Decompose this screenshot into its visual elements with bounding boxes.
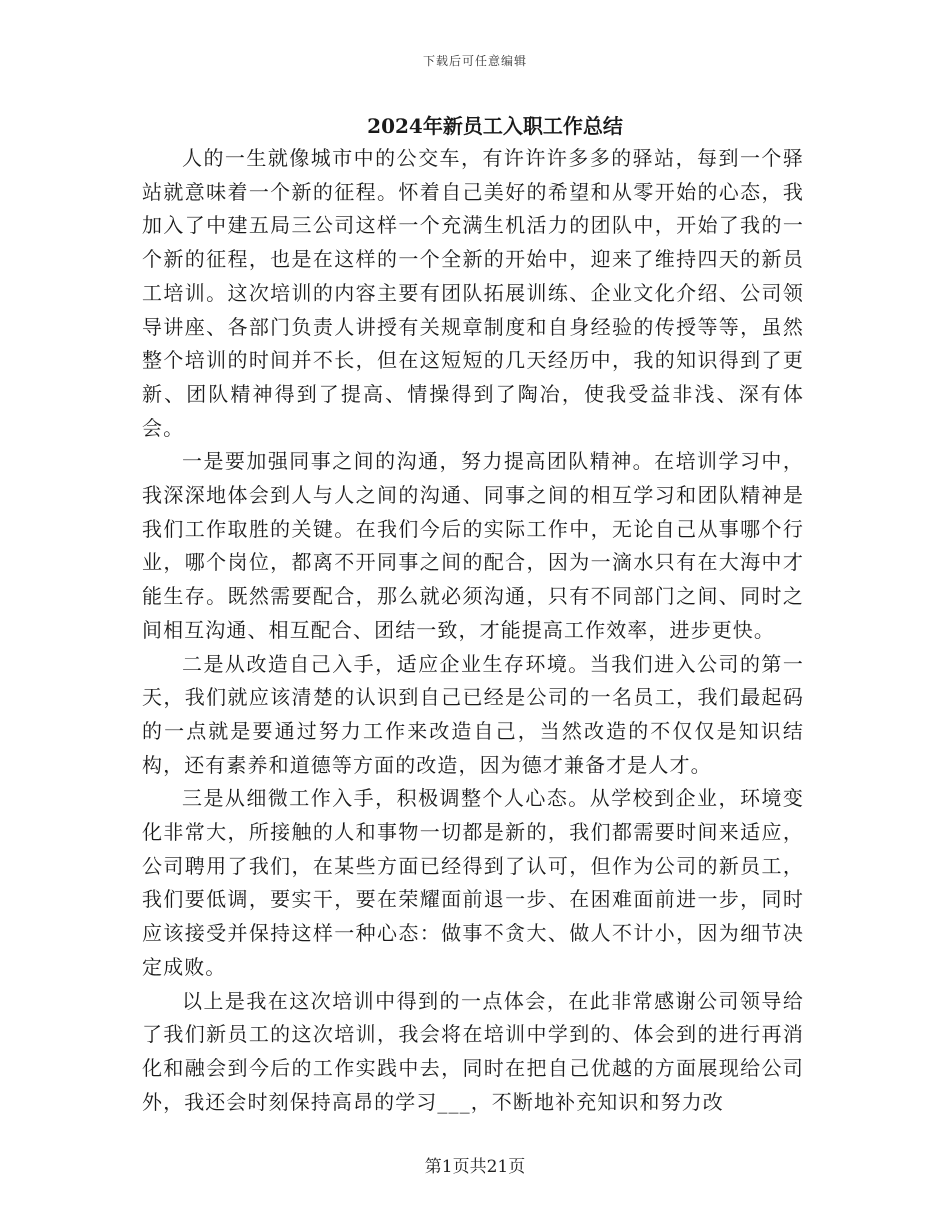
page-number: 第1页共21页 [424, 1157, 526, 1177]
document-title: 2024年新员工入职工作总结 [367, 114, 623, 138]
paragraph-point-three: 三是从细微工作入手，积极调整个人心态。从学校到企业，环境变化非常大，所接触的人和事物一切都是新的，我们都需要时间来适应，公司聘用了我们，在某些方面已经得到了认可，但作为公司的新员工，我们要低调，要实干，要在荣耀面前退一步、在困难面前进一步，同时应该接受并保持这样一种心态：做事不贪大、做人不计小，因为细节决定成败。 [142, 786, 804, 979]
paragraph-point-two: 二是从改造自己入手，适应企业生存环境。当我们进入公司的第一天，我们就应该清楚的认识到自己已经是公司的一名员工，我们最起码的一点就是要通过努力工作来改造自己，当然改造的不仅仅是知识结构，还有素养和道德等方面的改造，因为德才兼备才是人才。 [142, 651, 804, 777]
paragraph-conclusion: 以上是我在这次培训中得到的一点体会，在此非常感谢公司领导给了我们新员工的这次培训，我会将在培训中学到的、体会到的进行再消化和融会到今后的工作实践中去，同时在把自己优越的方面展现给公司外，我还会时刻保持高昂的学习___，不断地补充知识和努力改 [142, 988, 804, 1114]
header-note: 下载后可任意编辑 [422, 54, 527, 68]
paragraph-intro: 人的一生就像城市中的公交车，有许许许多多的驿站，每到一个驿站就意味着一个新的征程。怀着自己美好的希望和从零开始的心态，我加入了中建五局三公司这样一个充满生机活力的团队中，开始了我的一个新的征程，也是在这样的一个全新的开始中，迎来了维持四天的新员工培训。这次培训的内容主要有团队拓展训练、企业文化介绍、公司领导讲座、各部门负责人讲授有关规章制度和自身经验的传授等等，虽然整个培训的时间并不长，但在这短短的几天经历中，我的知识得到了更新、团队精神得到了提高、情操得到了陶冶，使我受益非浅、深有体会。 [142, 146, 804, 440]
paragraph-point-one: 一是要加强同事之间的沟通，努力提高团队精神。在培训学习中，我深深地体会到人与人之间的沟通、同事之间的相互学习和团队精神是我们工作取胜的关键。在我们今后的实际工作中，无论自己从事哪个行业，哪个岗位，都离不开同事之间的配合，因为一滴水只有在大海中才能生存。既然需要配合，那么就必须沟通，只有不同部门之间、同时之间相互沟通、相互配合、团结一致，才能提高工作效率，进步更快。 [142, 449, 804, 642]
document-body [142, 142, 804, 1119]
